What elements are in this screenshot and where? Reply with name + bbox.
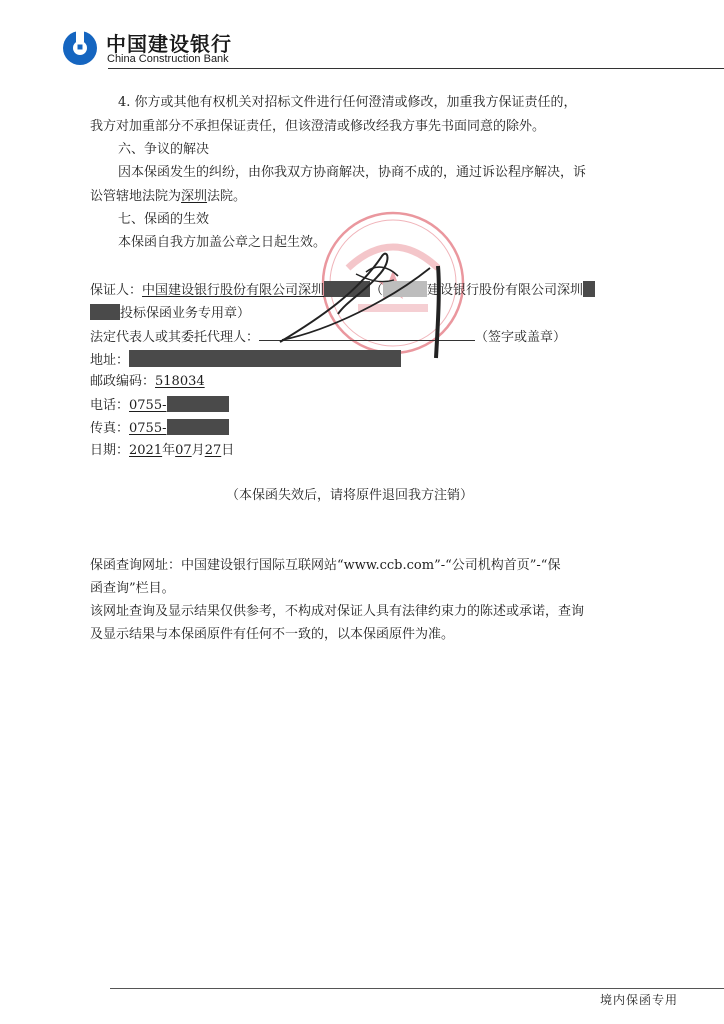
address-line <box>90 350 401 370</box>
section-6-line-2 <box>90 188 246 206</box>
date-month: 07 <box>175 443 192 458</box>
handwritten-signature <box>270 240 460 360</box>
clause-4-line-1: 4. 你方或其他有权机关对招标文件进行任何澄清或修改，加重我方保证责任的， <box>118 95 577 110</box>
court-name: 深圳 <box>181 189 208 204</box>
date-day-unit: 日 <box>221 443 235 458</box>
date-month-unit: 月 <box>191 443 205 458</box>
redaction-block <box>129 350 401 367</box>
date-year: 2021 <box>129 443 163 458</box>
date-label: 日期： <box>90 443 130 458</box>
fax-line <box>90 419 229 438</box>
section-7-line-1: 本保函自我方加盖公章之日起生效。 <box>118 235 327 250</box>
header-divider <box>108 68 724 69</box>
guarantor-name: 中国建设银行股份有限公司深圳 <box>142 283 325 298</box>
phone-line <box>90 396 229 415</box>
redaction-block <box>167 396 229 412</box>
bank-name-en: China Construction Bank <box>107 53 229 65</box>
guarantor-paren-open: （ <box>370 283 384 298</box>
postcode-label: 邮政编码： <box>90 374 156 389</box>
bank-name-cn: 中国建设银行 <box>106 32 232 56</box>
redaction-block <box>167 419 229 435</box>
court-suffix: 法院。 <box>207 189 247 204</box>
guarantor-seal-text-2: 投标保函业务专用章） <box>120 306 251 321</box>
query-line-1: 保函查询网址：中国建设银行国际互联网站“www.ccb.com”-“公司机构首页”-“保 <box>90 558 561 573</box>
section-6-line-1: 因本保函发生的纠纷，由你我双方协商解决，协商不成的，通过诉讼程序解决，诉 <box>118 165 587 180</box>
date-year-unit: 年 <box>162 443 176 458</box>
address-label: 地址： <box>90 353 130 368</box>
redaction-block <box>90 304 120 320</box>
redaction-block <box>583 281 595 297</box>
court-prefix: 讼管辖地法院为 <box>90 189 182 204</box>
section-6-title: 六、争议的解决 <box>118 142 210 157</box>
postcode-line <box>90 373 205 391</box>
expiry-notice: （本保函失效后，请将原件退回我方注销） <box>226 488 474 503</box>
clause-4-line-2: 我方对加重部分不承担保证责任，但该澄清或修改经我方事先书面同意的除外。 <box>90 119 546 134</box>
footer-label: 境内保函专用 <box>600 993 679 1007</box>
section-7-title: 七、保函的生效 <box>118 212 210 227</box>
date-line <box>90 442 234 460</box>
representative-label: 法定代表人或其委托代理人： <box>90 330 260 345</box>
fax-label: 传真： <box>90 421 130 436</box>
query-line-2: 函查询”栏目。 <box>90 581 175 596</box>
date-day: 27 <box>204 443 222 458</box>
guarantor-seal-text: 建设银行股份有限公司深圳 <box>427 283 584 298</box>
phone-label: 电话： <box>90 398 130 413</box>
guarantor-label: 保证人： <box>90 283 143 298</box>
phone-value: 0755- <box>129 398 167 413</box>
representative-suffix: （签字或盖章） <box>475 330 567 345</box>
ccb-logo-icon <box>62 30 98 66</box>
disclaimer-line-2: 及显示结果与本保函原件有任何不一致的，以本保函原件为准。 <box>90 627 455 642</box>
disclaimer-line-1: 该网址查询及显示结果仅供参考，不构成对保证人具有法律约束力的陈述或承诺，查询 <box>90 604 585 619</box>
postcode-value: 518034 <box>155 374 205 389</box>
footer-divider <box>110 988 724 989</box>
fax-value: 0755- <box>129 421 167 436</box>
guarantor-line-2 <box>90 304 250 323</box>
